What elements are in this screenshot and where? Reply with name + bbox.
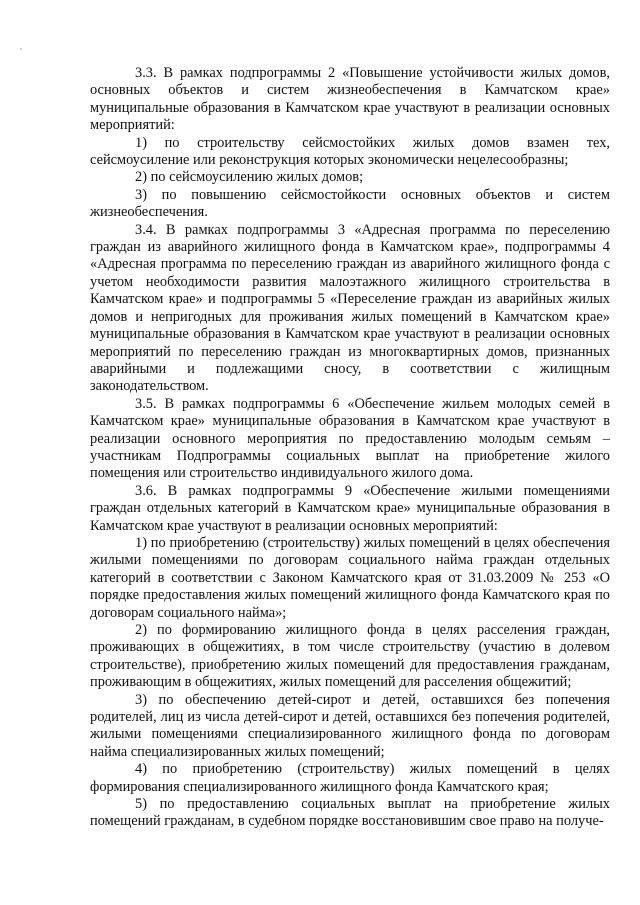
list-item-3-6-3: 3) по обеспечению детей-сирот и детей, оставшихся без попечения родителей, лиц из числа детей-сирот и детей, оставшихся без попечения родителей, жилыми помещениями специализированного жилищного фонда по договорам найма специализированных жилых помещений; xyxy=(90,691,610,760)
scan-speck xyxy=(20,48,22,50)
list-item-3-6-5: 5) по предоставлению социальных выплат на приобретение жилых помещений гражданам, в судебном порядке восстановившим свое право на получе- xyxy=(90,796,610,830)
paragraph-3-5: 3.5. В рамках подпрограммы 6 «Обеспечение жильем молодых семей в Камчатском крае» муниципальные образования в Камчатском крае участвуют в реализации основного мероприятия по предоставлению молодым семьям – участникам Подпрограммы социальных выплат на приобретение жилого помещения или строительство индивидуального жилого дома. xyxy=(90,395,610,482)
list-item-3-3-1: 1) по строительству сейсмостойких жилых домов взамен тех, сейсмоусиление или реконструкция которых экономически нецелесообразны; xyxy=(90,134,610,169)
list-item-3-6-1: 1) по приобретению (строительству) жилых помещений в целях обеспечения жилыми помещениями по договорам социального найма граждан отдельных категорий в соответствии с Законом Камчатского края от 31.03.2009 № 253 «О порядке предоставления жилых помещений жилищного фонда Камчатского края по договорам социального найма»; xyxy=(90,534,610,621)
list-item-3-3-3: 3) по повышению сейсмостойкости основных объектов и систем жизнеобеспечения. xyxy=(90,186,610,221)
paragraph-3-6: 3.6. В рамках подпрограммы 9 «Обеспечение жилыми помещениями граждан отдельных категорий в Камчатском крае» муниципальные образования в Камчатском крае участвуют в реализации основных мероприятий: xyxy=(90,482,610,534)
list-item-3-6-4: 4) по приобретению (строительству) жилых помещений в целях формирования специализированного жилищного фонда Камчатского края; xyxy=(90,761,610,795)
document-body xyxy=(90,65,610,831)
list-item-3-3-2: 2) по сейсмоусилению жилых домов; xyxy=(135,169,364,186)
paragraph-3-4: 3.4. В рамках подпрограммы 3 «Адресная программа по переселению граждан из аварийного жилищного фонда в Камчатском крае», подпрограммы 4 «Адресная программа по переселению граждан из аварийного жилищного фонда с учетом необходимости развития малоэтажного жилищного строительства в Камчатском крае» и подпрограммы 5 «Переселение граждан из аварийных жилых домов и непригодных для проживания жилых помещений в Камчатском крае» муниципальные образования в Камчатском крае участвуют в реализации основных мероприятий по переселению граждан из многоквартирных домов, признанных аварийными и подлежащими сносу, в соответствии с жилищным законодательством. xyxy=(90,221,610,395)
paragraph-3-3: 3.3. В рамках подпрограммы 2 «Повышение устойчивости жилых домов, основных объектов и систем жизнеобеспечения в Камчатском крае» муниципальные образования в Камчатском крае участвуют в реализации основных мероприятий: xyxy=(90,65,610,134)
list-item-3-6-2: 2) по формированию жилищного фонда в целях расселения граждан, проживающих в общежитиях, в том числе строительству (участию в долевом строительстве), приобретению жилых помещений для предоставления гражданам, проживающим в общежитиях, жилых помещений для расселения общежитий; xyxy=(90,622,610,691)
